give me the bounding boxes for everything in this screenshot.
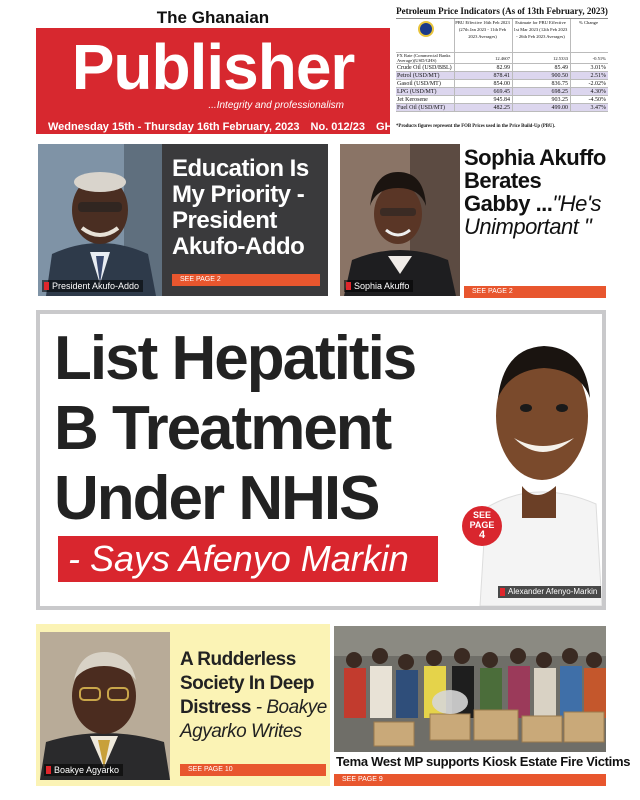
lead-story-panel xyxy=(40,314,602,606)
header-col3: Estimate for PBU Effective 1st Mar 2023 (12th Feb 2023 - 26th Feb 2023 Averages) xyxy=(512,19,570,52)
row-change: 2.51% xyxy=(570,72,608,79)
row-value-estimate: 900.50 xyxy=(512,72,570,79)
issue-date-bar xyxy=(36,120,421,134)
masthead-prefix: The Ghanaian xyxy=(156,8,270,27)
table-row xyxy=(396,88,608,96)
lead-subhead: - Says Afenyo Markin xyxy=(58,536,438,582)
header-col2: PBU Effective 16th Feb 2023 (27th Jan 2023 - 11th Feb 2023 Averages) xyxy=(454,19,512,52)
row-label: Crude Oil (USD/BBL) xyxy=(397,65,452,71)
petroleum-table-title: Petroleum Price Indicators (As of 13th February, 2023) xyxy=(396,6,608,16)
person-portrait-icon xyxy=(40,632,170,780)
see-page-number: 4 xyxy=(478,529,486,541)
sophia-akuffo-headline[interactable] xyxy=(464,146,606,238)
issue-price: GH¢3.00 xyxy=(376,121,421,133)
kiosk-estate-crowd-photo xyxy=(334,626,606,752)
tema-west-see-page[interactable]: SEE PAGE 9 xyxy=(334,774,606,786)
issue-date: Wednesday 15th - Thursday 16th February, 2023 xyxy=(48,121,300,133)
story-akufo-addo[interactable] xyxy=(38,144,328,296)
lead-headline-line2: B Treatment xyxy=(54,394,391,463)
row-change: -2.02% xyxy=(570,80,608,87)
row-value-estimate: 836.75 xyxy=(512,80,570,87)
table-row xyxy=(396,96,608,104)
row-value-estimate: 85.49 xyxy=(512,64,570,71)
row-change: 3.47% xyxy=(570,104,608,111)
boakye-agyarko-see-page[interactable]: SEE PAGE 10 xyxy=(180,764,326,776)
table-row xyxy=(396,64,608,72)
row-label: Jet Kerosene xyxy=(397,97,428,103)
lead-headline[interactable] xyxy=(54,324,514,534)
petroleum-price-table xyxy=(396,6,608,132)
sophia-headline-quote: "He's Unimportant " xyxy=(464,191,602,239)
crowd-photo-icon xyxy=(334,626,606,752)
boakye-agyarko-caption: Boakye Agyarko xyxy=(44,764,123,776)
sophia-akuffo-caption: Sophia Akuffo xyxy=(344,280,413,292)
row-label: Gasoil (USD/MT) xyxy=(397,81,441,87)
petroleum-grid xyxy=(396,18,608,112)
issue-number: No. 012/23 xyxy=(310,121,365,133)
table-row xyxy=(396,104,608,112)
afenyo-markin-caption: Alexander Afenyo-Markin xyxy=(498,586,601,598)
sophia-headline-main: Sophia Akuffo Berates Gabby ... xyxy=(464,145,606,216)
akufo-addo-caption: President Akufo-Addo xyxy=(42,280,143,292)
row-change: -0.51% xyxy=(570,53,608,63)
header-col4: % Change xyxy=(570,19,608,52)
row-label: Fuel Oil (USD/MT) xyxy=(397,105,445,111)
petroleum-footnote: *Products figures represent the FOB Prices used in the Price Build-Up (PBU). xyxy=(396,124,556,129)
lead-headline-line3: Under NHIS xyxy=(54,464,379,533)
boakye-headline-byline: - Boakye Agyarko Writes xyxy=(180,697,327,742)
row-value-current: 854.00 xyxy=(454,80,512,87)
table-row xyxy=(396,80,608,88)
person-portrait-icon xyxy=(38,144,162,296)
row-value-current: 878.41 xyxy=(454,72,512,79)
row-label: Petrol (USD/MT) xyxy=(397,73,440,79)
sophia-akuffo-see-page[interactable]: SEE PAGE 2 xyxy=(464,286,606,298)
akufo-addo-photo xyxy=(38,144,162,296)
row-value-current: 482.25 xyxy=(454,104,512,111)
akufo-addo-headline[interactable]: Education Is My Priority - President Akufo-Addo xyxy=(172,155,309,260)
npa-logo-cell xyxy=(396,19,454,52)
row-value-estimate: 903.25 xyxy=(512,96,570,103)
story-boakye-agyarko[interactable] xyxy=(36,624,330,786)
masthead-tagline: ...Integrity and professionalism xyxy=(208,100,344,111)
row-change: 3.01% xyxy=(570,64,608,71)
sophia-akuffo-photo xyxy=(340,144,460,296)
row-value-current: 82.99 xyxy=(454,64,512,71)
npa-logo-icon xyxy=(418,21,434,37)
row-value-current: 12.4607 xyxy=(454,53,512,63)
table-row xyxy=(396,72,608,80)
table-row xyxy=(396,53,608,64)
row-value-estimate: 12.5333 xyxy=(512,53,570,63)
row-value-current: 669.45 xyxy=(454,88,512,95)
masthead-banner xyxy=(36,28,390,120)
story-tema-west-mp[interactable] xyxy=(334,624,631,786)
boakye-agyarko-headline[interactable] xyxy=(180,648,328,744)
tema-west-headline[interactable]: Tema West MP supports Kiosk Estate Fire Victims xyxy=(336,754,631,769)
lead-headline-line1: List Hepatitis xyxy=(54,324,416,393)
row-value-estimate: 698.25 xyxy=(512,88,570,95)
story-sophia-akuffo[interactable] xyxy=(340,144,606,296)
row-change: -4.50% xyxy=(570,96,608,103)
lead-see-page-badge[interactable] xyxy=(462,506,502,546)
newspaper-title: Publisher xyxy=(71,31,355,103)
row-label: LPG (USD/MT) xyxy=(397,89,437,95)
boakye-headline-main: A Rudderless Society In Deep Distress xyxy=(180,649,314,718)
row-value-current: 945.84 xyxy=(454,96,512,103)
petroleum-header-row xyxy=(396,19,608,53)
akufo-addo-see-page[interactable]: SEE PAGE 2 xyxy=(172,274,320,286)
lead-story[interactable] xyxy=(36,310,606,610)
boakye-agyarko-photo xyxy=(40,632,170,780)
row-label: FX Rate (Commercial Banks Average)(USD/GHS) xyxy=(397,53,451,63)
row-value-estimate: 499.00 xyxy=(512,104,570,111)
row-change: 4.30% xyxy=(570,88,608,95)
person-portrait-icon xyxy=(340,144,460,296)
see-page-label: SEE PAGE xyxy=(469,510,495,530)
